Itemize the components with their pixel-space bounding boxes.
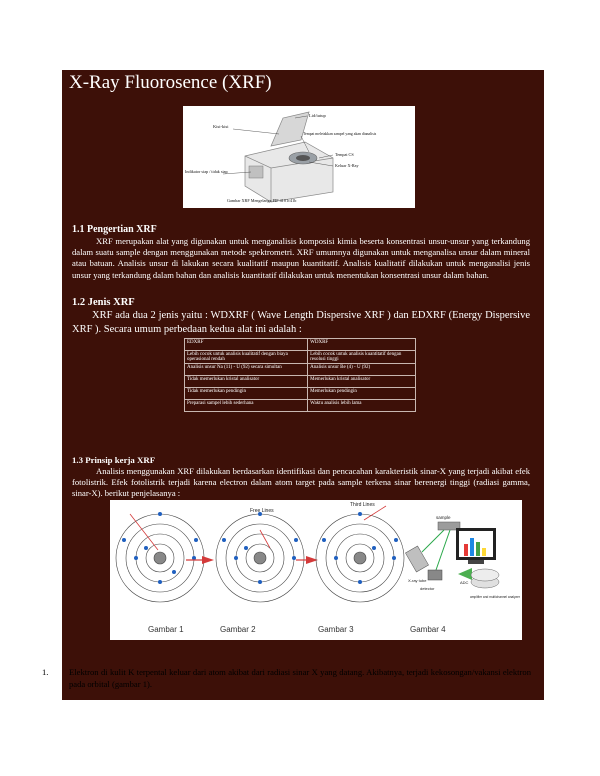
table-cell: Memerlukan kristal analisator: [308, 376, 416, 388]
table-row: [185, 388, 416, 400]
table-row: [185, 400, 416, 412]
table-cell: Preparasi sampel lebih sederhana: [185, 400, 308, 412]
table-header: WDXRF: [308, 339, 416, 351]
xray-tube-label: X-ray tube: [408, 578, 427, 583]
list-number: 1.: [42, 667, 49, 677]
list-text: Elektron di kulit K terpental keluar dari atom akibat dari radiasi sinar X yang datang. Akibatnya, terjadi kekosongan/vakansi elektron pada orbital (gambar 1).: [69, 667, 531, 689]
adc-label: ADC: [460, 580, 469, 585]
table-header: EDXRF: [185, 339, 308, 351]
atom-diagram-1: [116, 514, 204, 602]
table-cell: Tidak memerlukan pendingin: [185, 388, 308, 400]
figure1-label: Kisi-kisi: [213, 124, 229, 129]
xrf-device-figure: [183, 106, 415, 208]
figure1-label: Indikator siap / tidak siap: [185, 169, 228, 174]
table-header-row: [185, 339, 416, 351]
atom-diagram-2: [216, 514, 304, 602]
table-cell: Memerlukan pendingin: [308, 388, 416, 400]
section1-text: XRF merupakan alat yang digunakan untuk menganalisis komposisi kimia beserta konsentrasi unsur-unsur yang terkandung dalam suatu sample dengan menggunakan metode spektrometri. XRF umumnya digunakan untuk menganalisa unsur dalam mineral atau batuan. Analisis unsur di lakukan secara kualitatif maupun kuantitatif. Analisis kualitatif dilakukan untuk menganalisi jenis unsur yang terkandung dalam bahan dan analisis kuantitatif dilakukan untuk menentukan konsentrasi unsur dalam bahan.: [72, 236, 530, 280]
table-cell: Analisis unsur Na (11) - U (92) secara simultan: [185, 364, 308, 376]
free-lines-label: Free Lines: [250, 508, 274, 514]
figure1-label: Tempat meletakkan sampel yang akan dianalisis: [303, 132, 377, 136]
figure1-caption: Gambar XRF Mengelanga PIF 41S1c41b: [227, 198, 297, 203]
figure1-label: Lid/tutup: [309, 113, 326, 118]
section1-heading: 1.1 Pengertian XRF: [72, 224, 157, 235]
xrf-device-illustration: [183, 106, 415, 208]
figure1-label: Tempat CS: [335, 152, 354, 157]
figure1-label: Keluar X-Ray: [335, 163, 359, 168]
section3-text: Analisis menggunakan XRF dilakukan berdasarkan identifikasi dan pencacahan karakteristik sinar-X yang terjadi akibat efek fotolistrik. Efek fotolistrik terjadi karena electron dalam atom target pada sample terkena sinar berenergi tinggi (radiasi gamma, sinar-X). berikut penjelasanya :: [72, 466, 530, 499]
xrf-principle-figure: [110, 500, 522, 640]
figure-caption: Gambar 2: [220, 625, 256, 634]
section2-heading: 1.2 Jenis XRF: [72, 297, 135, 308]
atom-diagram-3: [316, 514, 404, 602]
page-title: X-Ray Fluorosence (XRF): [69, 72, 272, 93]
detector-label: detector: [420, 586, 435, 591]
table-cell: Tidak memerlukan kristal analisator: [185, 376, 308, 388]
comparison-table: [184, 338, 416, 412]
third-lines-label: Third Lines: [350, 502, 375, 508]
table-cell: Lebih cocok untuk analisis kuantitatif dengan resolusi tinggi: [308, 351, 416, 364]
analyzer-label: amplifier and multichannel analyzer: [470, 595, 520, 599]
table-cell: Waktu analisis lebih lama: [308, 400, 416, 412]
figure-caption: Gambar 4: [410, 625, 446, 634]
table-row: [185, 364, 416, 376]
figure-caption: Gambar 3: [318, 625, 354, 634]
table-cell: Lebih cocok untuk analisis kualitatif dengan biaya operasional rendah: [185, 351, 308, 364]
figure-caption: Gambar 1: [148, 625, 184, 634]
table-cell: Analisis unsur Be (4) - U (92): [308, 364, 416, 376]
xrf-principle-diagram: [110, 500, 522, 640]
sample-label: sample: [436, 515, 451, 520]
section2-text: XRF ada dua 2 jenis yaitu : WDXRF ( Wave Length Dispersive XRF ) dan EDXRF (Energy Dispersive XRF ). Secara umum perbedaan kedua alat ini adalah :: [72, 310, 530, 335]
section3-heading: 1.3 Prinsip kerja XRF: [72, 455, 156, 465]
table-row: [185, 351, 416, 364]
table-row: [185, 376, 416, 388]
